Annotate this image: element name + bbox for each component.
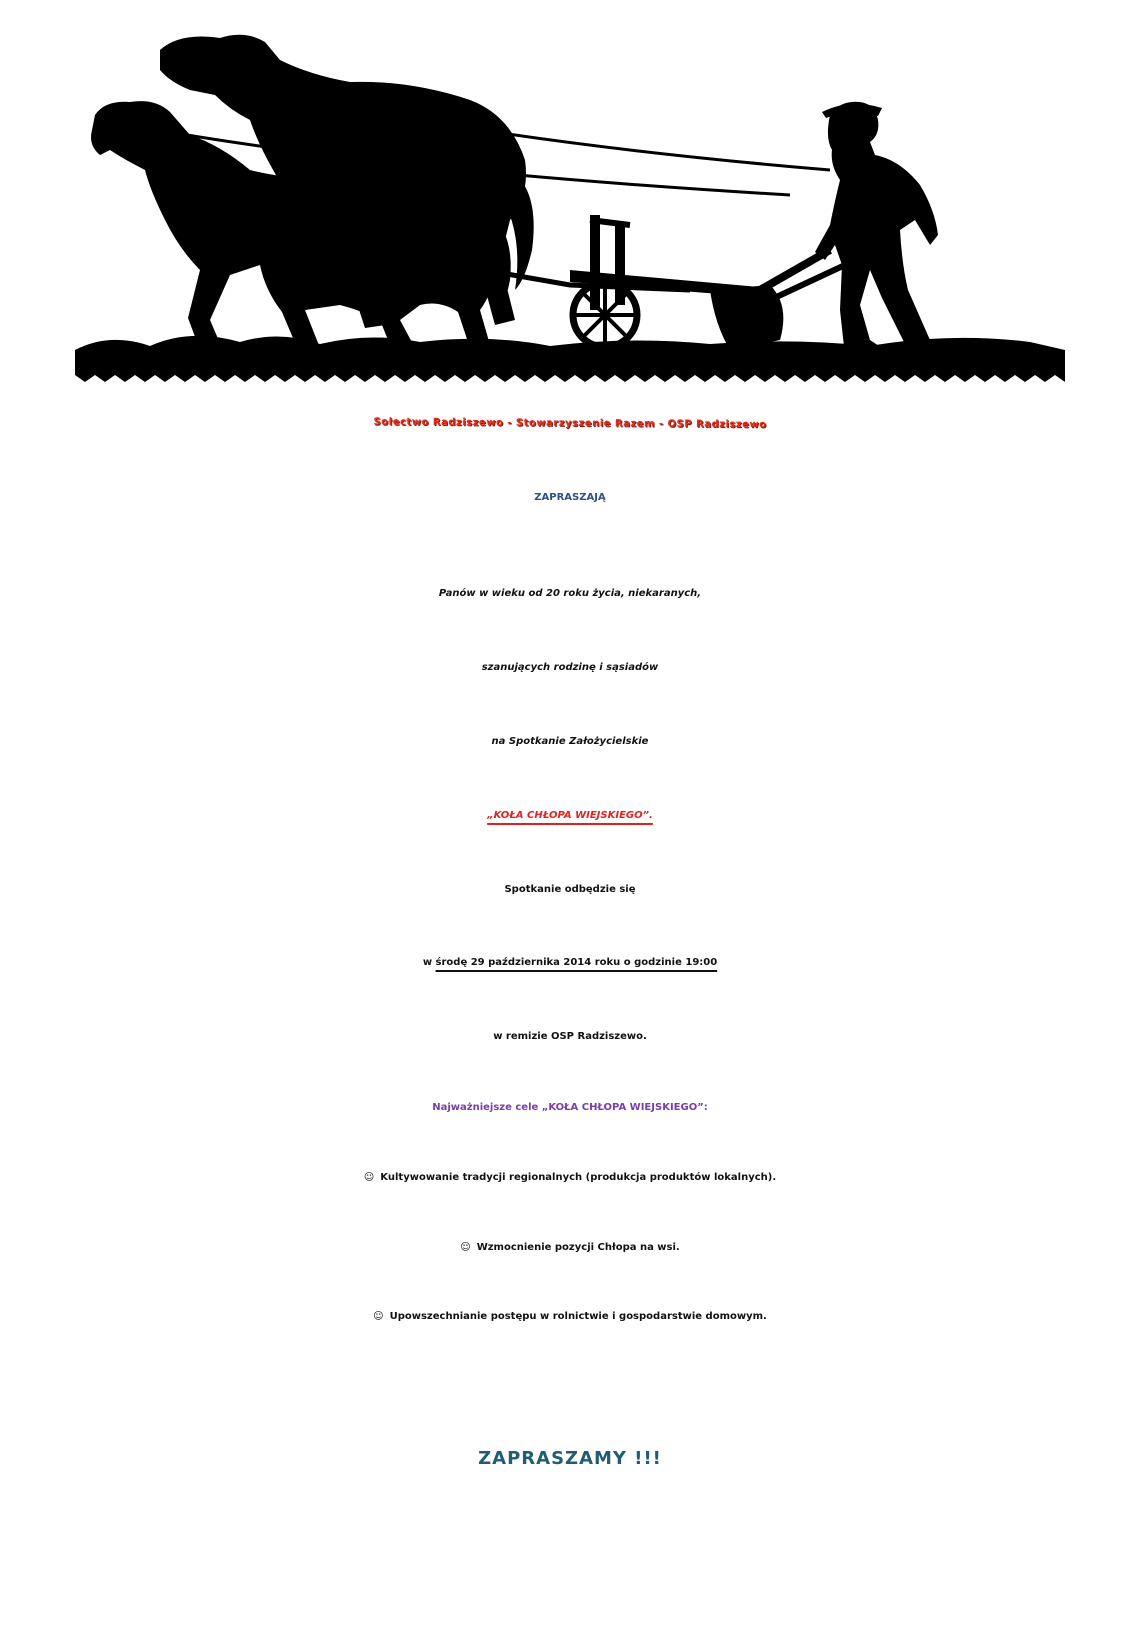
goal-item (0, 1311, 1140, 1322)
organizers-line: Sołectwo Radziszewo - Stowarzyszenie Razem - OSP Radziszewo (373, 416, 767, 431)
meeting-date-prefix: w (422, 957, 436, 968)
meeting-location: w remizie OSP Radziszewo. (493, 1031, 647, 1042)
club-name: „KOŁA CHŁOPA WIEJSKIEGO”. (487, 810, 653, 821)
meeting-date: środę 29 października 2014 roku o godzinie 19:00 (435, 957, 718, 968)
invitation-line-1: Panów w wieku od 20 roku życia, niekaranych, (438, 588, 702, 599)
smiley-icon: ☺ (460, 1242, 471, 1253)
smiley-icon: ☺ (363, 1172, 375, 1183)
club-name-row (0, 810, 1140, 821)
invitation-line-3: na Spotkanie Założycielskie (491, 736, 649, 747)
meeting-intro: Spotkanie odbędzie się (504, 884, 636, 895)
goal-item-text: Wzmocnienie pozycji Chłopa na wsi. (476, 1242, 680, 1253)
goal-item (0, 1242, 1140, 1253)
smiley-icon: ☺ (373, 1311, 384, 1322)
goal-item (0, 1172, 1140, 1183)
goals-heading: Najważniejsze cele „KOŁA CHŁOPA WIEJSKIEGO”: (432, 1102, 708, 1113)
meeting-date-row (0, 957, 1140, 968)
headline-zapraszaja: ZAPRASZAJĄ (534, 492, 606, 503)
footer-zapraszamy: ZAPRASZAMY !!! (478, 1448, 662, 1469)
invitation-line-2: szanujących rodzinę i sąsiadów (481, 662, 659, 673)
goal-item-text: Kultywowanie tradycji regionalnych (produkcja produktów lokalnych). (380, 1172, 777, 1183)
farmer-plowing-silhouette-icon (70, 20, 1070, 405)
goal-item-text: Upowszechnianie postępu w rolnictwie i gospodarstwie domowym. (389, 1311, 767, 1322)
